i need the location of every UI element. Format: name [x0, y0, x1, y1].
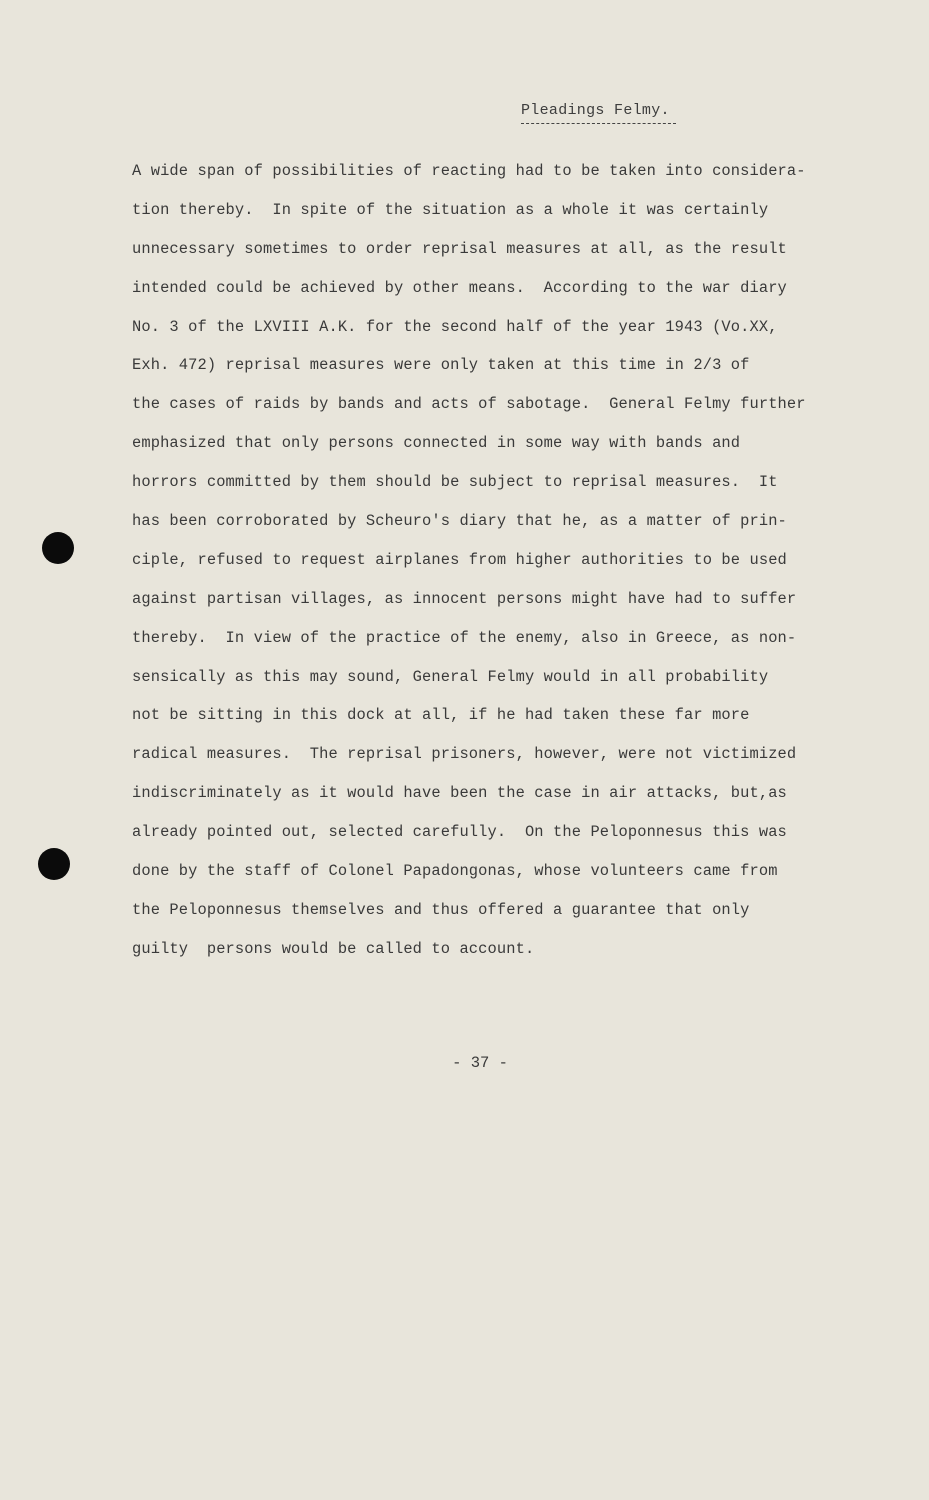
text-line: intended could be achieved by other means. According to the war diary [132, 278, 787, 297]
punch-hole-bottom [38, 848, 70, 880]
text-line: No. 3 of the LXVIII A.K. for the second half of the year 1943 (Vo.XX, [132, 317, 778, 336]
text-line: unnecessary sometimes to order reprisal measures at all, as the result [132, 239, 787, 258]
text-line: has been corroborated by Scheuro's diary that he, as a matter of prin- [132, 512, 787, 531]
header-title: Pleadings Felmy. [521, 102, 670, 119]
page-number: - 37 - [452, 1054, 508, 1072]
text-line: done by the staff of Colonel Papadongonas, whose volunteers came from [132, 862, 778, 881]
text-line: indiscriminately as it would have been the case in air attacks, but,as [132, 784, 787, 803]
text-line: tion thereby. In spite of the situation as a whole it was certainly [132, 200, 769, 219]
header-underline [521, 123, 676, 124]
text-line: against partisan villages, as innocent persons might have had to suffer [132, 589, 797, 608]
page-header [521, 102, 670, 119]
text-line: radical measures. The reprisal prisoners, however, were not victimized [132, 745, 797, 764]
text-line: thereby. In view of the practice of the enemy, also in Greece, as non- [132, 628, 797, 647]
text-line: sensically as this may sound, General Felmy would in all probability [132, 667, 769, 686]
text-line: A wide span of possibilities of reacting had to be taken into considera- [132, 162, 806, 180]
text-line: already pointed out, selected carefully. On the Peloponnesus this was [132, 823, 787, 842]
text-line: not be sitting in this dock at all, if he had taken these far more [132, 706, 750, 725]
text-line: the cases of raids by bands and acts of sabotage. General Felmy further [132, 395, 806, 414]
text-line: ciple, refused to request airplanes from higher authorities to be used [132, 550, 787, 569]
text-line: emphasized that only persons connected in some way with bands and [132, 434, 741, 453]
text-line: Exh. 472) reprisal measures were only taken at this time in 2/3 of [132, 356, 750, 375]
text-line: horrors committed by them should be subject to reprisal measures. It [132, 473, 778, 492]
body-paragraph [132, 152, 842, 969]
text-line: the Peloponnesus themselves and thus offered a guarantee that only [132, 900, 750, 919]
punch-hole-top [42, 532, 74, 564]
text-line: guilty persons would be called to account. [132, 939, 535, 958]
